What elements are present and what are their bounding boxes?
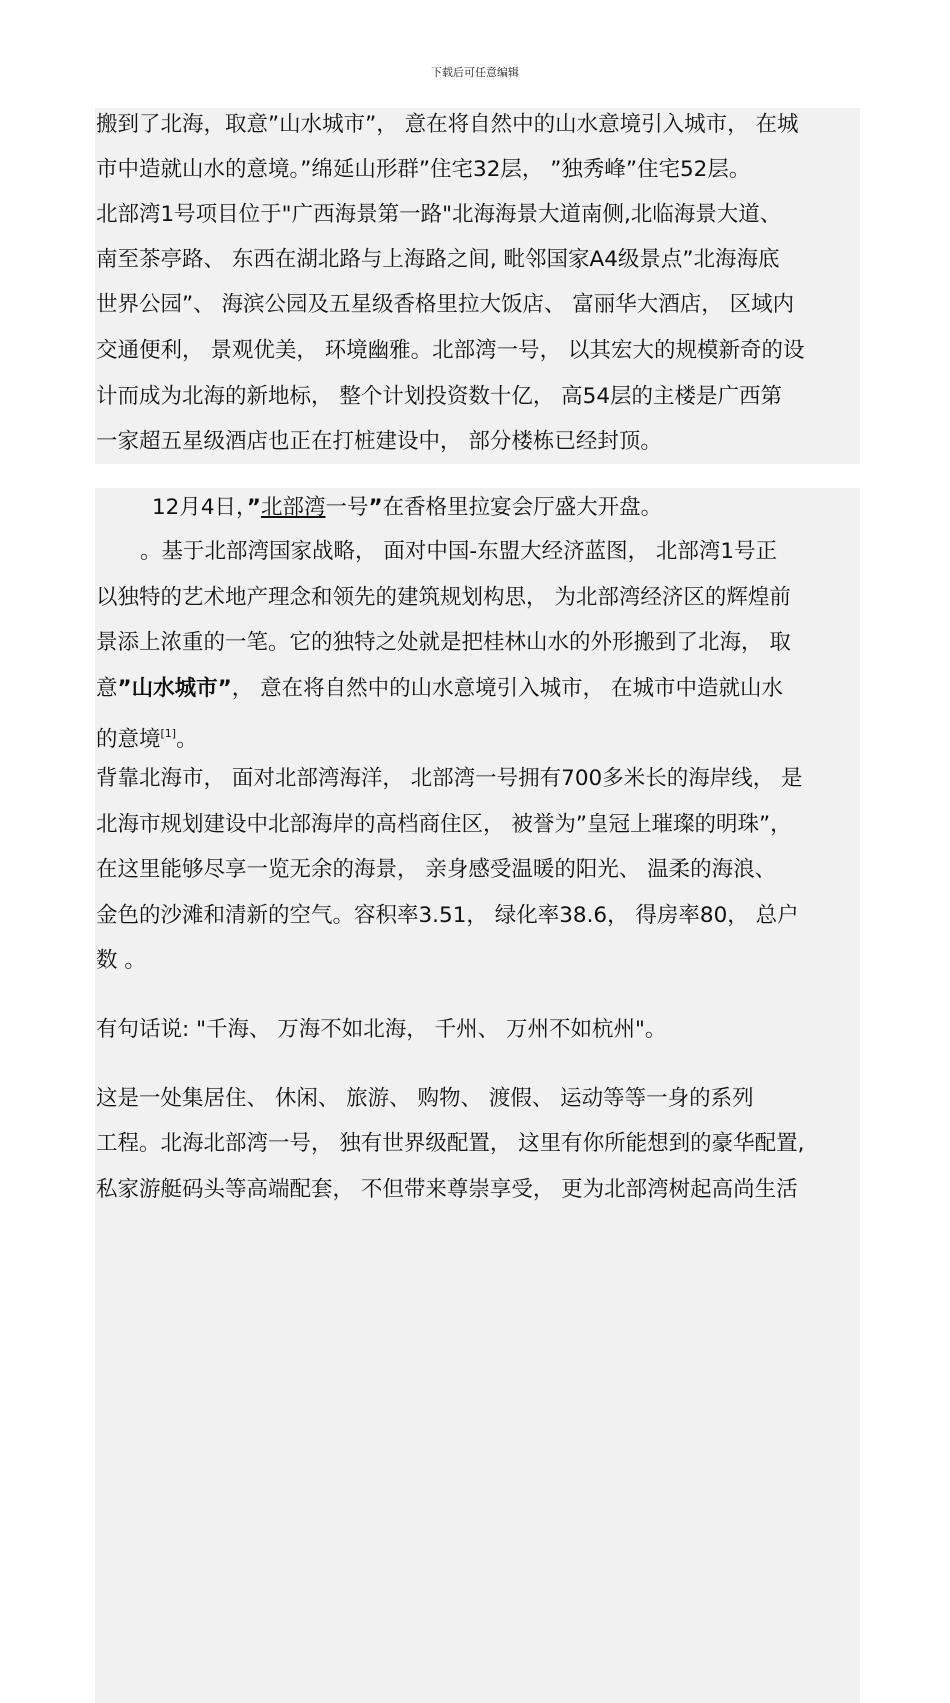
paragraph-4-line: 金色的沙滩和清新的空气。容积率3.51， 绿化率38.6， 得房率80， 总户 <box>96 903 799 928</box>
opening-text: 在香格里拉宴会厅盛大开盘。 <box>382 495 663 520</box>
paragraph-6-line: 这是一处集居住、 休闲、 旅游、 购物、 渡假、 运动等等一身的系列 <box>96 1086 754 1111</box>
paragraph-1-line: 北部湾1号项目位于"广西海景第一路"北海海景大道南侧,北临海景大道、 <box>96 202 782 227</box>
emphasis-text: ”山水城市” <box>117 676 232 701</box>
saying-line: 有句话说: "千海、 万海不如北海， 千州、 万州不如杭州"。 <box>96 1017 667 1042</box>
paragraph-4-line: 背靠北海市， 面对北部湾海洋， 北部湾一号拥有700多米长的海岸线， 是 <box>96 766 803 791</box>
paragraph-3-line <box>96 720 198 752</box>
paragraph-3-line <box>96 675 783 703</box>
paragraph-6-line: 工程。北海北部湾一号， 独有世界级配置， 这里有你所能想到的豪华配置, <box>96 1131 805 1156</box>
paragraph-1-line: 世界公园”、 海滨公园及五星级香格里拉大饭店、 富丽华大酒店， 区域内 <box>96 292 795 317</box>
quote-mark: ” <box>246 495 261 520</box>
paragraph-3-line: 以独特的艺术地产理念和领先的建筑规划构思， 为北部湾经济区的辉煌前 <box>96 585 791 610</box>
paragraph-1-line: 市中造就山水的意境。”绵延山形群”住宅32层， ”独秀峰”住宅52层。 <box>96 157 751 182</box>
paragraph-1-line: 计而成为北海的新地标， 整个计划投资数十亿， 高54层的主楼是广西第 <box>96 384 783 409</box>
paragraph-1-line: 搬到了北海，取意”山水城市”， 意在将自然中的山水意境引入城市， 在城 <box>96 112 799 137</box>
date-text: 12月4日， <box>152 495 247 520</box>
paragraph-4-line: 在这里能够尽享一览无余的海景， 亲身感受温暖的阳光、 温柔的海浪、 <box>96 857 777 882</box>
paragraph-1-line: 交通便利， 景观优美， 环境幽雅。北部湾一号， 以其宏大的规模新奇的设 <box>96 338 805 363</box>
quote-mark: ” <box>368 495 383 520</box>
paragraph-4-line: 北海市规划建设中北部海岸的高档商住区， 被誉为”皇冠上璀璨的明珠”， <box>96 812 792 837</box>
paragraph-3-line: 。基于北部湾国家战略， 面对中国-东盟大经济蓝图， 北部湾1号正 <box>140 539 778 564</box>
text-segment: 。 <box>176 727 198 752</box>
reference-marker[interactable]: [1] <box>160 727 177 740</box>
beibuwan-link[interactable]: 北部湾 <box>260 495 326 520</box>
paragraph-1-line: 一家超五星级酒店也正在打桩建设中， 部分楼栋已经封顶。 <box>96 429 662 454</box>
paragraph-4-line: 数 。 <box>96 948 146 973</box>
project-name: 一号 <box>325 495 369 520</box>
text-segment: 的意境 <box>96 727 161 752</box>
page-header: 下载后可任意编辑 <box>431 66 519 79</box>
text-segment: ， 意在将自然中的山水意境引入城市， 在城市中造就山水 <box>231 676 783 701</box>
paragraph-3-line: 景添上浓重的一笔。它的独特之处就是把桂林山水的外形搬到了北海， 取 <box>96 630 791 655</box>
paragraph-6-line: 私家游艇码头等高端配套， 不但带来尊崇享受， 更为北部湾树起高尚生活 <box>96 1177 798 1202</box>
text-segment: 意 <box>96 676 118 701</box>
opening-date-line <box>152 494 662 522</box>
paragraph-1-line: 南至茶亭路、 东西在湖北路与上海路之间, 毗邻国家A4级景点”北海海底 <box>96 247 780 272</box>
